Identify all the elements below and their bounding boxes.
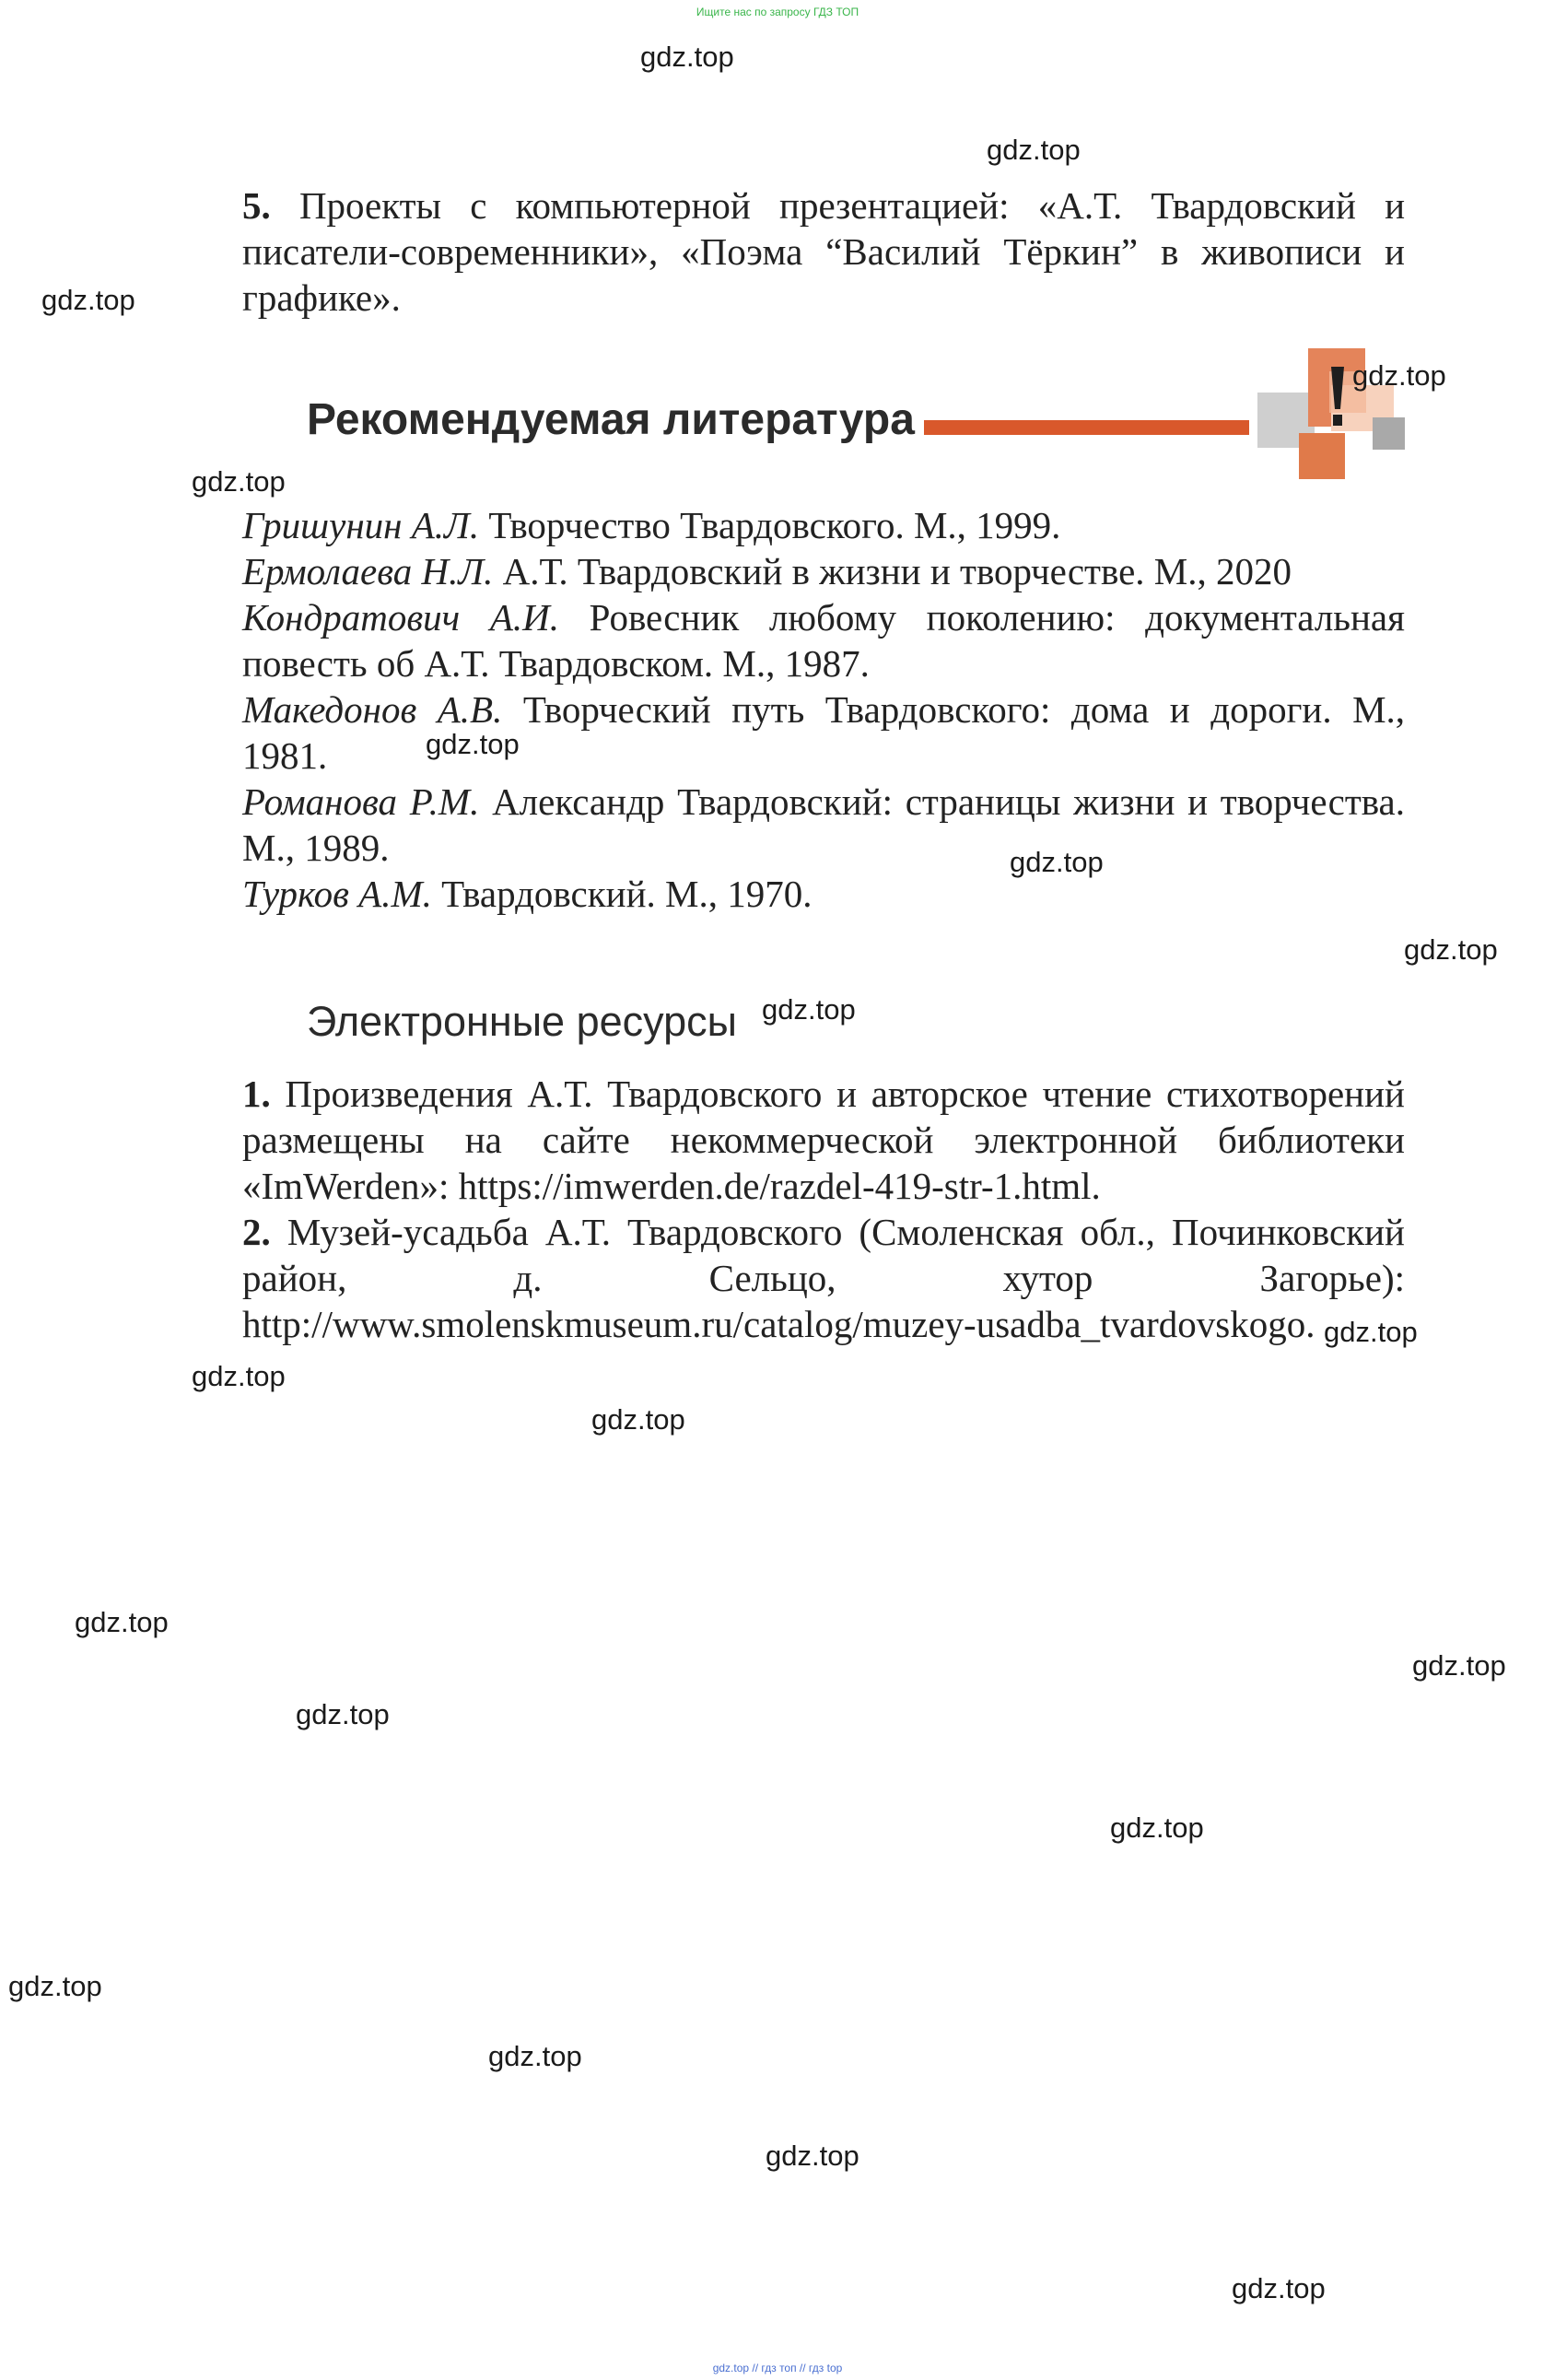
watermark: gdz.top: [192, 1360, 286, 1392]
title: А.Т. Твардовский в жизни и творчестве. М., 2020: [502, 550, 1292, 592]
watermark: gdz.top: [8, 1970, 102, 2002]
literature-item: [242, 871, 1405, 917]
watermark: gdz.top: [1324, 1316, 1418, 1348]
watermark: gdz.top: [192, 465, 286, 498]
watermark: gdz.top: [75, 1606, 169, 1638]
watermark: gdz.top: [987, 134, 1081, 166]
heading-accent-bar: [924, 420, 1249, 435]
author: Ермолаева Н.Л.: [242, 550, 494, 592]
resources-list: [242, 1071, 1405, 1347]
author: Турков А.М.: [242, 873, 432, 915]
literature-item: [242, 686, 1405, 779]
literature-list: [242, 502, 1405, 917]
watermark: gdz.top: [766, 2140, 859, 2172]
item-text: Музей-усадьба А.Т. Твардовского (Смоленская обл., Починковский район, д. Сельцо, хутор Загорье): http://www.smolenskmuseum.ru/catalog/muzey-usadba_tvardovskogo.: [242, 1211, 1406, 1345]
author: Кондратович А.И.: [242, 596, 560, 639]
watermark: gdz.top: [488, 2040, 582, 2072]
literature-heading: Рекомендуемая литература: [307, 395, 915, 444]
watermark: gdz.top: [1110, 1811, 1204, 1844]
watermark: gdz.top: [41, 284, 135, 316]
watermark: gdz.top: [762, 993, 856, 1026]
author: Македонов А.В.: [242, 688, 503, 731]
item-text: Проекты с компьютерной презентацией: «А.Т. Твардовский и писатели-современники», «Поэма “Василий Тёркин” в живописи и графике».: [242, 184, 1406, 319]
resource-item: [242, 1209, 1405, 1347]
footer-links: gdz.top // гдз топ // гдз top: [712, 2362, 843, 2374]
top-banner: Ищите нас по запросу ГДЗ ТОП: [696, 6, 859, 18]
title: Ровесник любому поколению: документальная повесть об А.Т. Твардовском. М., 1987.: [242, 596, 1405, 685]
watermark: gdz.top: [426, 728, 520, 760]
watermark: gdz.top: [1412, 1649, 1506, 1682]
watermark: gdz.top: [296, 1698, 390, 1730]
project-item-5: [242, 182, 1405, 321]
author: Гришунин А.Л.: [242, 504, 480, 546]
watermark: gdz.top: [1232, 2272, 1326, 2304]
title: Творческий путь Твардовского: дома и дороги. М., 1981.: [242, 688, 1406, 777]
title: Твардовский. М., 1970.: [441, 873, 813, 915]
item-number: 2.: [242, 1211, 271, 1253]
resource-item: [242, 1071, 1405, 1209]
item-text: Произведения А.Т. Твардовского и авторское чтение стихотворений размещены на сайте некоммерческой электронной библиотеки «ImWerden»: https://imwerden.de/razdel-419-str-1.html.: [242, 1073, 1405, 1207]
watermark: gdz.top: [1404, 933, 1498, 966]
item-number: 1.: [242, 1073, 271, 1115]
literature-item: [242, 779, 1405, 871]
literature-item: [242, 594, 1405, 686]
title: Александр Твардовский: страницы жизни и творчества. М., 1989.: [242, 780, 1406, 869]
watermark: gdz.top: [640, 41, 734, 73]
watermark: gdz.top: [591, 1403, 685, 1436]
watermark: gdz.top: [1352, 359, 1446, 392]
literature-item: [242, 502, 1405, 548]
author: Романова Р.М.: [242, 780, 480, 823]
watermark: gdz.top: [1010, 846, 1104, 878]
resources-heading: Электронные ресурсы: [307, 998, 737, 1045]
item-number: 5.: [242, 184, 271, 227]
title: Творчество Твардовского. М., 1999.: [488, 504, 1061, 546]
literature-item: [242, 548, 1405, 594]
